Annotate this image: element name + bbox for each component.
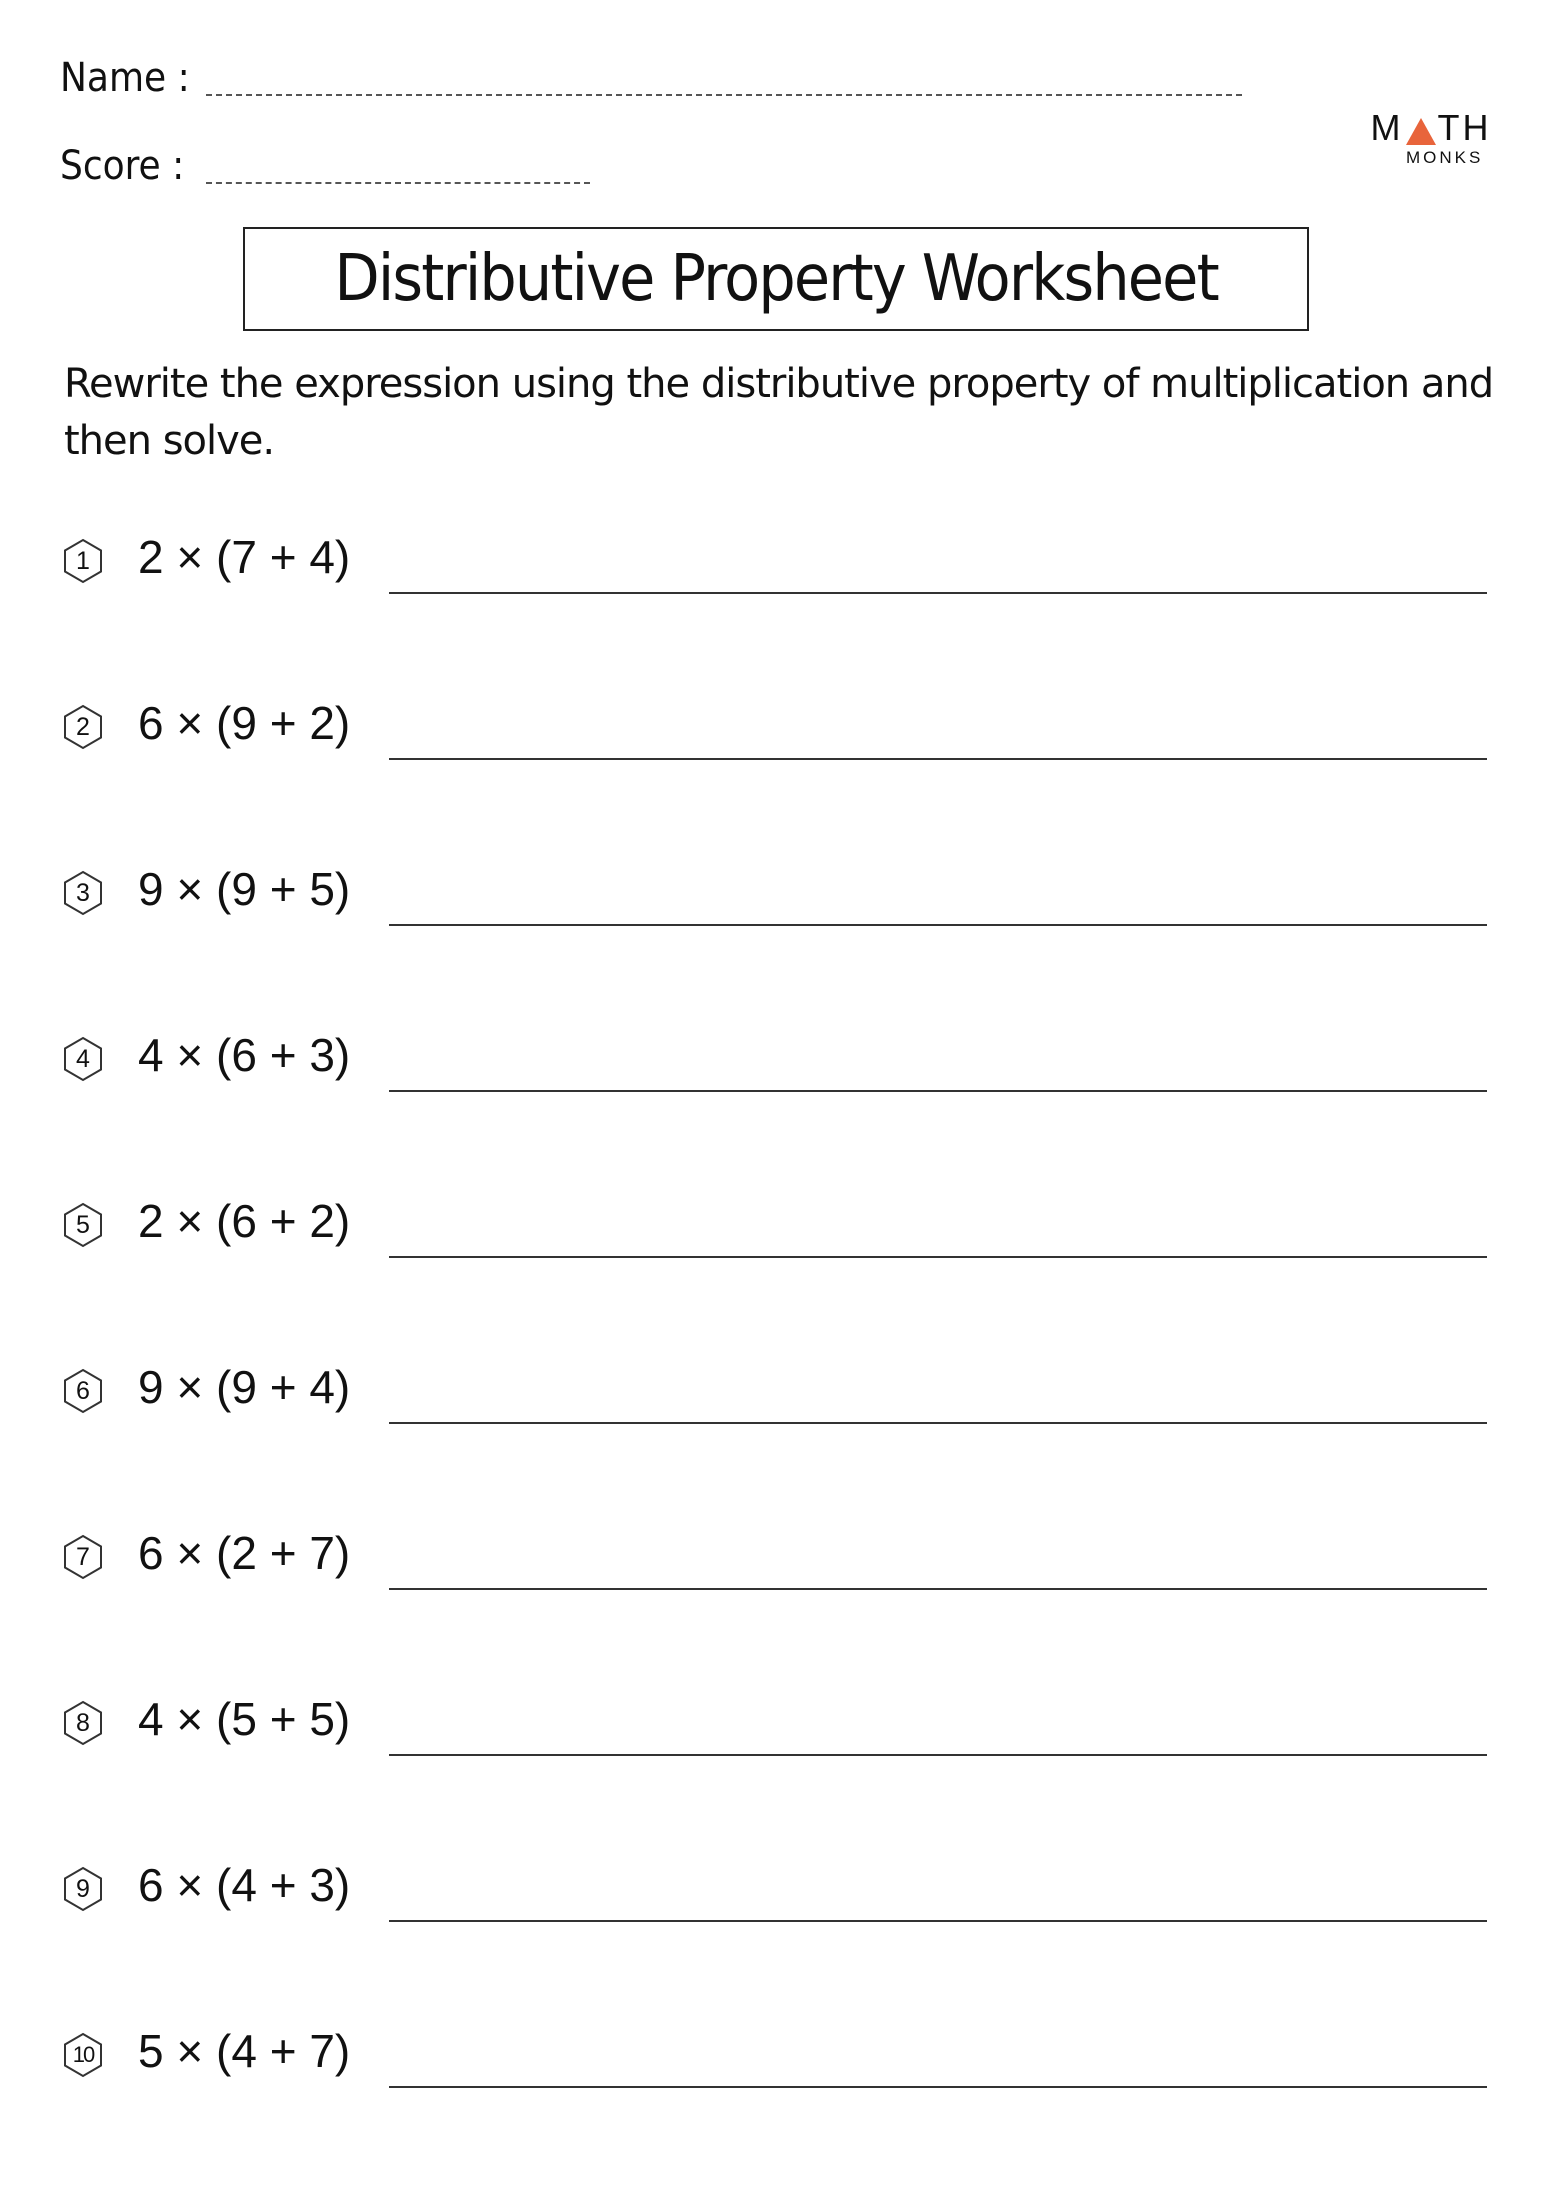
- problem-row: [0, 1693, 1553, 1842]
- hexagon-number-icon: [62, 704, 104, 750]
- answer-line[interactable]: [389, 1256, 1487, 1258]
- problem-row: [0, 1859, 1553, 2008]
- problem-number: 1: [76, 546, 90, 575]
- hexagon-number-icon: [62, 2032, 104, 2078]
- answer-line[interactable]: [389, 1754, 1487, 1756]
- logo-subtitle: MONKS: [1406, 148, 1484, 167]
- hexagon-number-icon: [62, 1866, 104, 1912]
- name-field[interactable]: [206, 94, 1242, 96]
- problem-expression: 6 × (4 + 3): [138, 1859, 351, 1911]
- title-box: [243, 227, 1309, 331]
- instructions: Rewrite the expression using the distributive property of multiplication and then solve.: [64, 361, 1494, 464]
- problem-number: 6: [76, 1376, 90, 1405]
- logo-letters-th: TH: [1437, 107, 1492, 148]
- hexagon-number-icon: [62, 1700, 104, 1746]
- answer-line[interactable]: [389, 1920, 1487, 1922]
- logo-wordmark: [1370, 107, 1492, 148]
- problem-expression: 2 × (6 + 2): [138, 1195, 351, 1247]
- problem-number: 2: [76, 712, 90, 741]
- answer-line[interactable]: [389, 2086, 1487, 2088]
- problem-expression: 6 × (2 + 7): [138, 1527, 351, 1579]
- problem-row: [0, 1527, 1553, 1676]
- problem-expression: 6 × (9 + 2): [138, 697, 351, 749]
- answer-line[interactable]: [389, 1422, 1487, 1424]
- problem-expression: 9 × (9 + 5): [138, 863, 351, 915]
- problem-row: [0, 863, 1553, 1012]
- answer-line[interactable]: [389, 758, 1487, 760]
- page-title: Distributive Property Worksheet: [334, 242, 1218, 316]
- answer-line[interactable]: [389, 592, 1487, 594]
- hexagon-number-icon: [62, 1202, 104, 1248]
- triangle-icon: [1406, 118, 1436, 145]
- problem-number: 4: [76, 1044, 90, 1073]
- logo-letter-m: M: [1370, 107, 1404, 148]
- problem-row: [0, 1029, 1553, 1178]
- score-field[interactable]: [206, 182, 590, 184]
- problem-row: [0, 697, 1553, 846]
- hexagon-number-icon: [62, 1036, 104, 1082]
- problem-row: [0, 1361, 1553, 1510]
- hexagon-number-icon: [62, 1368, 104, 1414]
- hexagon-number-icon: [62, 1534, 104, 1580]
- hexagon-number-icon: [62, 870, 104, 916]
- problem-number: 10: [72, 2042, 94, 2067]
- answer-line[interactable]: [389, 1090, 1487, 1092]
- problem-number: 9: [76, 1874, 90, 1903]
- math-monks-logo: [1370, 107, 1492, 167]
- hexagon-number-icon: [62, 538, 104, 584]
- problem-expression: 5 × (4 + 7): [138, 2025, 351, 2077]
- name-label: Name :: [60, 55, 190, 101]
- score-label: Score :: [60, 143, 185, 189]
- problem-row: [0, 1195, 1553, 1344]
- problem-number: 7: [76, 1542, 90, 1571]
- problem-expression: 4 × (5 + 5): [138, 1693, 351, 1745]
- problem-row: [0, 531, 1553, 680]
- answer-line[interactable]: [389, 924, 1487, 926]
- problem-number: 8: [76, 1708, 90, 1737]
- problem-expression: 9 × (9 + 4): [138, 1361, 351, 1413]
- problem-expression: 2 × (7 + 4): [138, 531, 351, 583]
- problem-row: [0, 2025, 1553, 2174]
- answer-line[interactable]: [389, 1588, 1487, 1590]
- problem-expression: 4 × (6 + 3): [138, 1029, 351, 1081]
- problem-number: 3: [76, 878, 90, 907]
- problem-number: 5: [76, 1210, 90, 1239]
